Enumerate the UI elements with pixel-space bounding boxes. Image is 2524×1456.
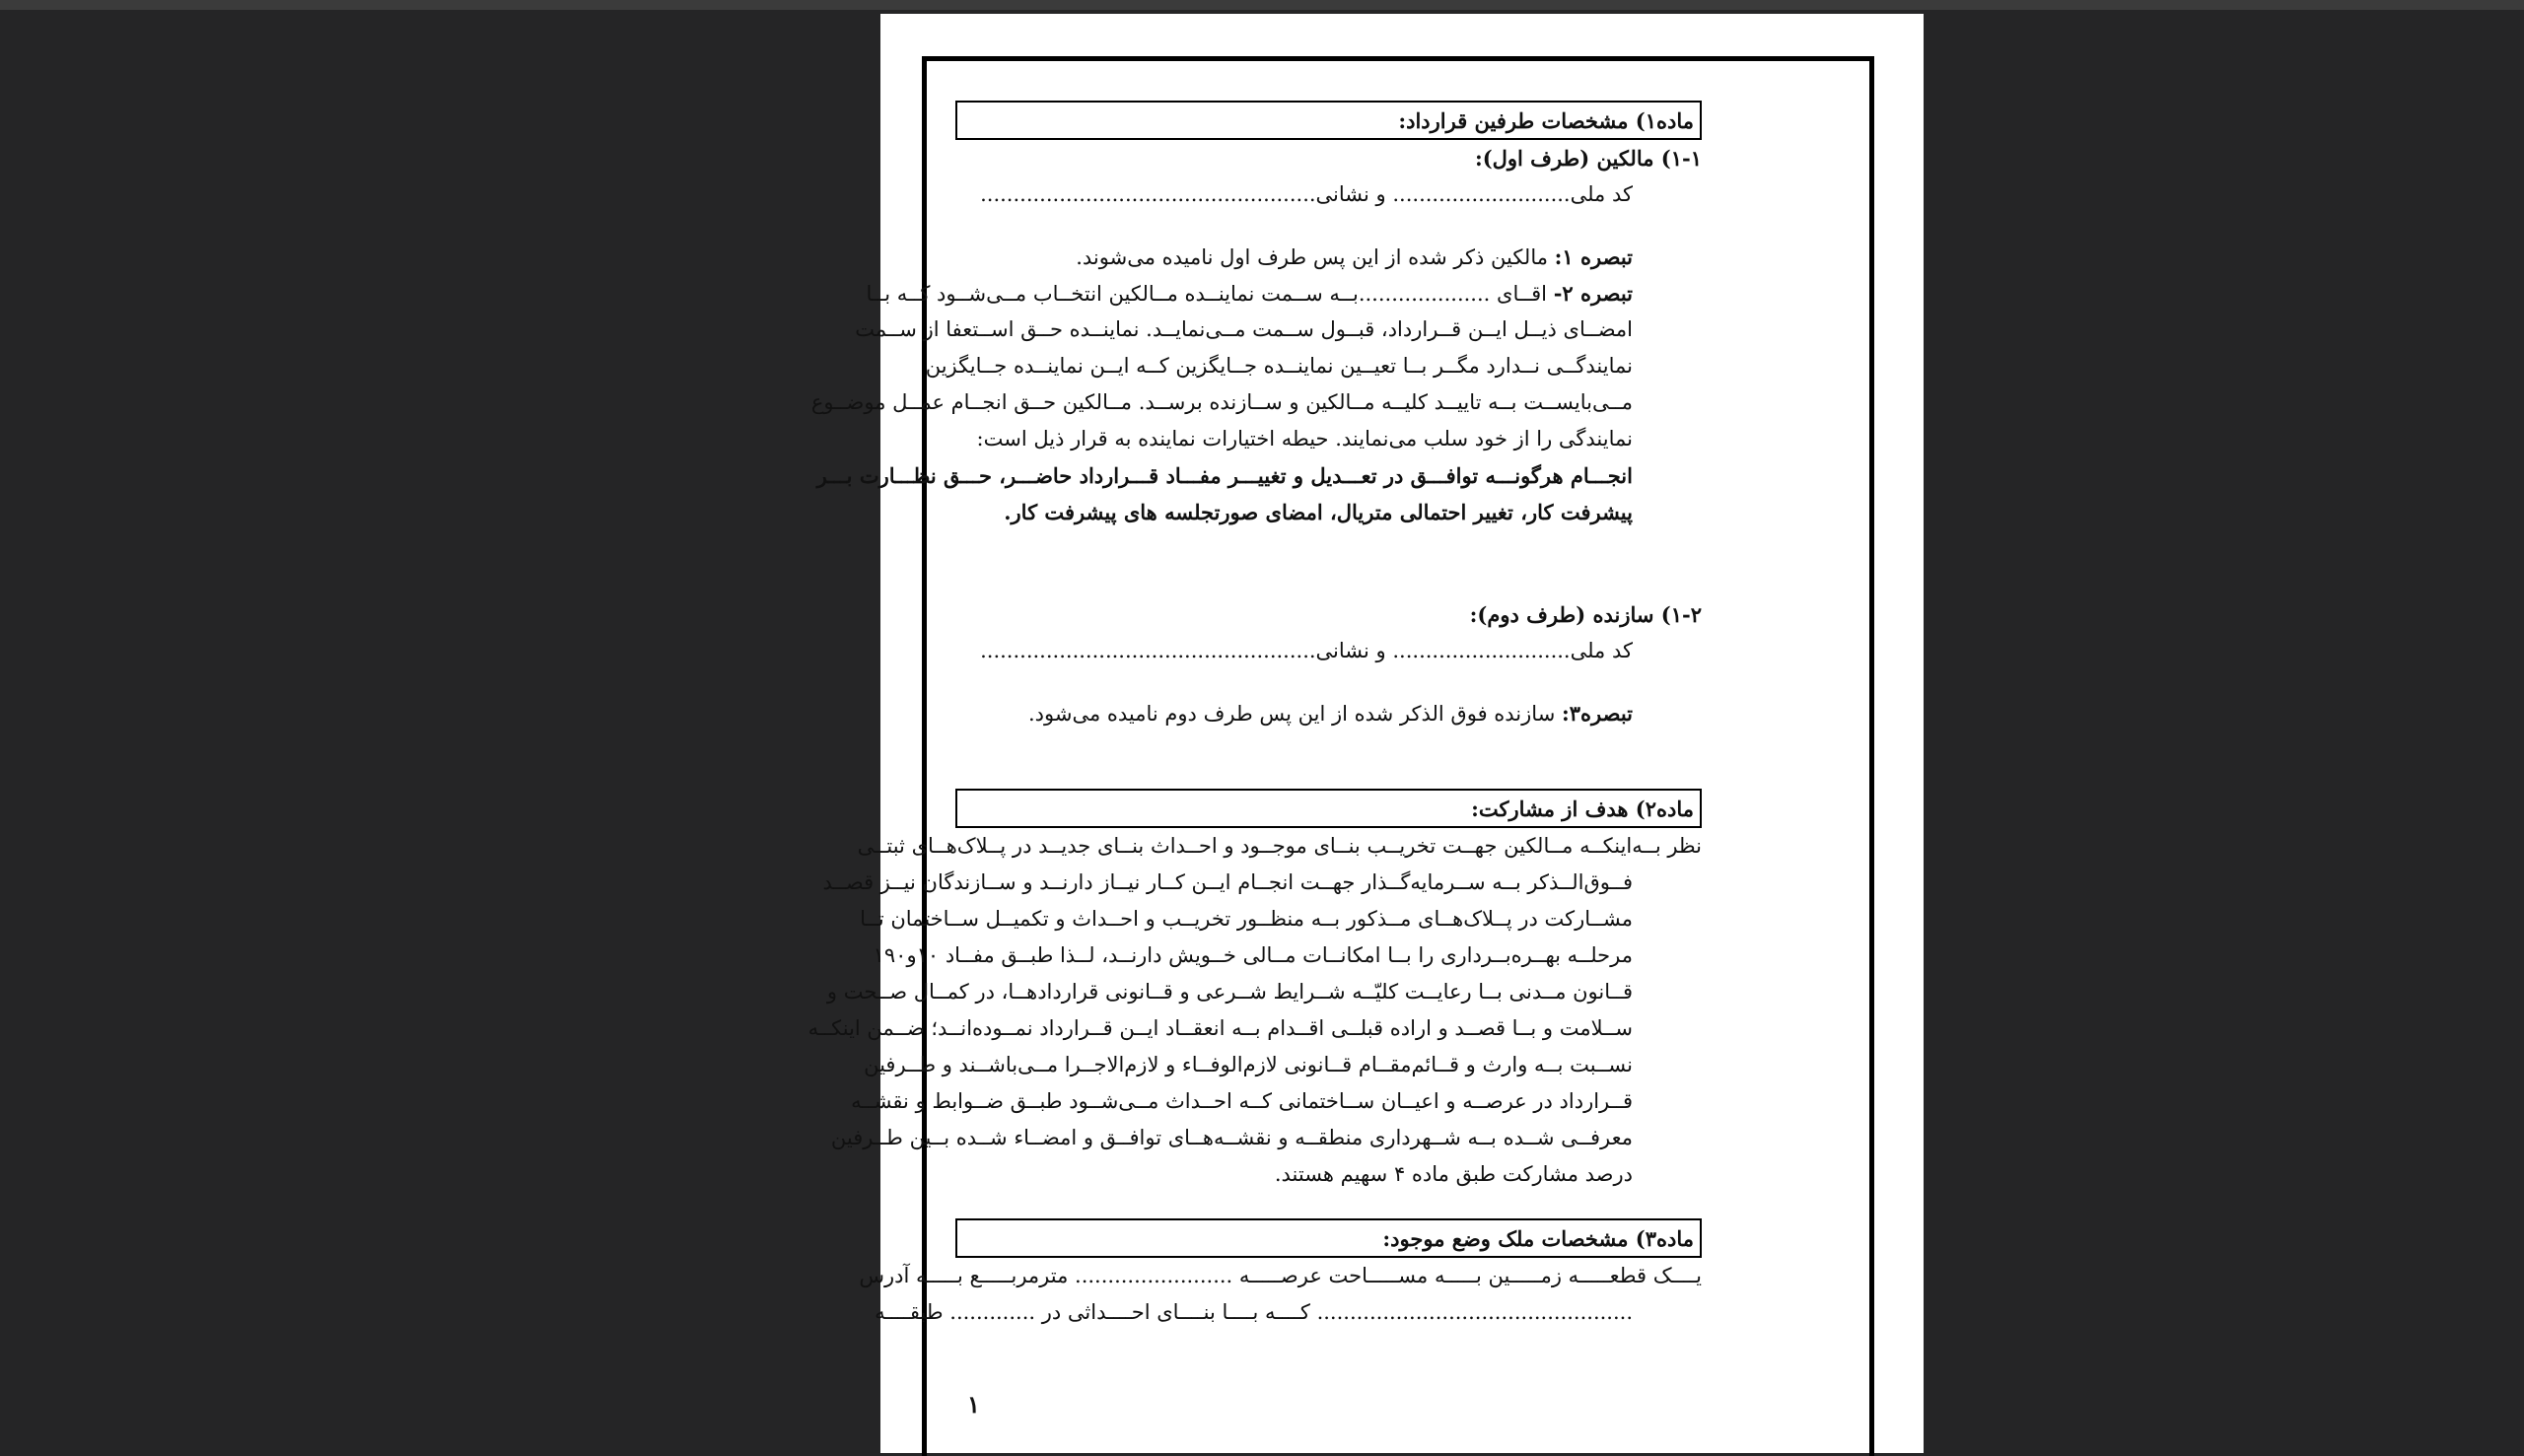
note2-line-3: نمایندگــی نــدارد مگــر بــا تعیــین نماینــده جــایگزین کــه ایــن نماینــده جــایگزین [925,354,1633,378]
note3-label: تبصره۳: [1561,701,1633,726]
article3-title: ماده۳) مشخصات ملک وضع موجود: [1382,1226,1694,1251]
note2-label: تبصره ۲- [1553,281,1633,306]
owners-id-line: کد ملی........................... و نشانی................................................... [980,182,1633,206]
article3-line-1: یــــک قطعـــــه زمـــــین بـــــه مســـــاحت عرصـــــه ........................ مترمربـــــع بـــــه آدرس [859,1264,1702,1287]
article2-line-6: ســلامت و بــا قصــد و اراده قبلــی اقــدام بــه انعقــاد ایــن قــرارداد نمــوده‌انــد؛ ضــمن اینکــه [807,1016,1633,1040]
viewer-top-bar [0,0,2524,10]
document-page [807,14,1924,1453]
article2-title-box [955,789,1702,828]
note3 [955,695,1702,731]
article2-line-9: معرفــی شــده بــه شــهرداری منطقــه و نقشــه‌هــای توافــق و امضــاء شــده بــین طــرفین [830,1126,1633,1149]
page-number: ۱ [967,1390,980,1419]
note2-line-5: نمایندگی را از خود سلب می‌نمایند. حیطه اختیارات نماینده به قرار ذیل است: [976,427,1633,451]
note2-line-2: امضــای ذیــل ایــن قــرارداد، قبــول ســمت مــی‌نمایــد. نماینــده حــق اســتعفا از ســمت [855,317,1633,341]
article2-line-4: مرحلــه بهــره‌بــرداری را بــا امکانــات مــالی خــویش دارنــد، لــذا طبــق مفــاد ۱۰و۱۹۰ [873,943,1633,967]
article2-line-8: قــرارداد در عرصــه و اعیــان ســاختمانی کــه احــداث مــی‌شــود طبــق ضــوابط و نقشــه [851,1089,1633,1113]
article2-line-2: فــوق‌الــذکر بــه ســرمایه‌گــذار جهــت انجــام ایــن کــار نیــاز دارنــد و ســازندگان نیــز قصــد [822,870,1633,894]
article2-line-5: قــانون مــدنی بــا رعایــت کلیّــه شــرایط شــرعی و قــانونی قراردادهــا، در کمــال صــحت و [826,980,1633,1004]
article2-line-10: درصد مشارکت طبق ماده ۴ سهیم هستند. [1274,1162,1633,1186]
note2-line-1: تبصره ۲- اقــای ....................بــه ســمت نماینــده مــالکین انتخــاب مــی‌شــود کــه بــا [866,281,1633,306]
authority-line-1: انجـــام هرگونـــه توافـــق در تعـــدیل و تغییـــر مفـــاد قـــرارداد حاضـــر، حـــق نظـــارت بـــر [816,463,1633,488]
note2-line-4: مــی‌بایســت بــه تاییــد کلیــه مــالکین و ســازنده برســد. مــالکین حــق انجــام عمــل موضــوع [810,390,1633,414]
article2-title: ماده۲) هدف از مشارکت: [1471,797,1694,821]
note1 [955,239,1702,275]
note3-text: سازنده فوق الذکر شده از این پس طرف دوم نامیده می‌شود. [1027,702,1562,726]
owners-heading: ۱-۱) مالکین (طرف اول): [1474,146,1702,171]
builder-id-line: کد ملی........................... و نشانی................................................... [980,639,1633,662]
article2-line-7: نســبت بــه وارث و قــائم‌مقــام قــانونی لازم‌الوفــاء و لازم‌الاجــرا مــی‌باشــند و طــرفین [864,1053,1633,1076]
builder-heading: ۱-۲) سازنده (طرف دوم): [1469,602,1702,627]
article2-line-1: نظر بــه‌اینکــه مــالکین جهــت تخریــب بنــای موجــود و احــداث بنــای جدیــد در پــلاک‌هــای ثبتــی [857,834,1702,858]
article3-line-2: ................................................ کــــه بــــا بنــــای احــــداثی در ............. طبقــــه [875,1300,1633,1324]
article1-title: ماده۱) مشخصات طرفین قرارداد: [1398,108,1694,133]
note1-label: تبصره ۱: [1554,244,1633,269]
article3-title-box [955,1218,1702,1258]
authority-line-2: پیشرفت کار، تغییر احتمالی متریال، امضای صورتجلسه های پیشرفت کار. [1004,500,1633,524]
article2-line-3: مشــارکت در پــلاک‌هــای مــذکور بــه منظــور تخریــب و احــداث و تکمیــل ســاختمان تــا [860,907,1633,931]
article1-title-box [955,101,1702,140]
contract-text [807,101,1702,1331]
note1-text: مالکین ذکر شده از این پس طرف اول نامیده می‌شوند. [1076,245,1555,269]
